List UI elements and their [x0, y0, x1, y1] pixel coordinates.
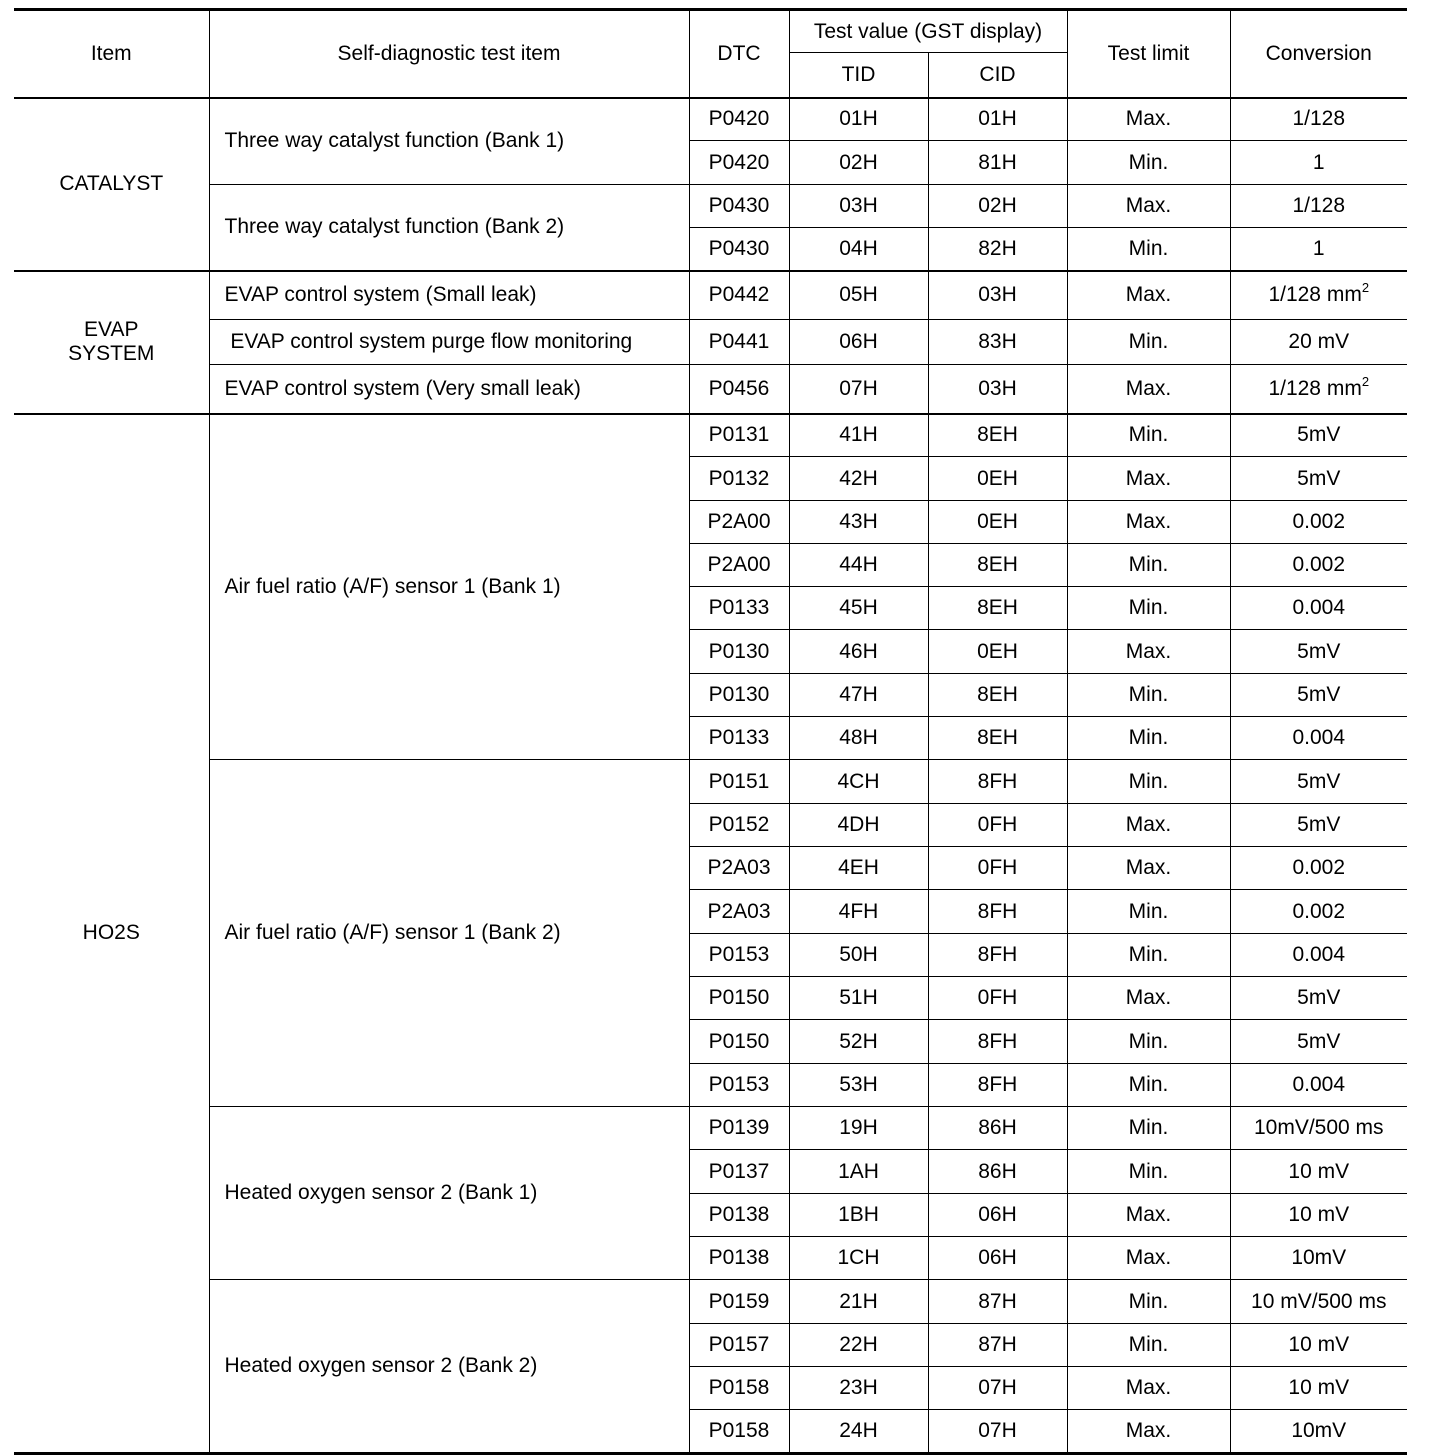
conversion-value: 0.002: [1292, 899, 1346, 923]
tid-cell: 51H: [789, 977, 928, 1020]
header-row-1: [14, 10, 1407, 53]
test-limit-cell: Min.: [1067, 228, 1230, 271]
table-row: [14, 320, 1407, 365]
test-limit-cell: Max.: [1067, 1410, 1230, 1454]
cid-cell: 06H: [928, 1194, 1067, 1237]
test-limit-cell: Max.: [1067, 185, 1230, 228]
conversion-value: 10 mV: [1288, 1333, 1350, 1356]
conversion-cell: [1230, 587, 1407, 630]
test-limit-cell: Min.: [1067, 890, 1230, 934]
cid-cell: 8EH: [928, 674, 1067, 717]
conversion-cell: [1230, 457, 1407, 501]
test-limit-cell: Max.: [1067, 98, 1230, 141]
dtc-cell: P0153: [689, 1064, 789, 1107]
cid-cell: 07H: [928, 1410, 1067, 1454]
cid-cell: 86H: [928, 1150, 1067, 1194]
conversion-value: 5mV: [1297, 683, 1341, 706]
conversion-cell: [1230, 185, 1407, 228]
dtc-cell: P0420: [689, 141, 789, 185]
group-item-line: CATALYST: [59, 172, 164, 195]
tid-cell: 47H: [789, 674, 928, 717]
cid-cell: 07H: [928, 1367, 1067, 1410]
group-item: [14, 414, 209, 1454]
test-limit-cell: Min.: [1067, 1280, 1230, 1324]
test-limit-cell: Min.: [1067, 1064, 1230, 1107]
test-limit-cell: Min.: [1067, 1150, 1230, 1194]
test-limit-cell: Min.: [1067, 934, 1230, 977]
header-test-limit: Test limit: [1067, 10, 1230, 98]
dtc-cell: P2A00: [689, 501, 789, 544]
tid-cell: 50H: [789, 934, 928, 977]
cid-cell: 8FH: [928, 1064, 1067, 1107]
conversion-superscript: 2: [1361, 373, 1370, 389]
test-item-label: Three way catalyst function (Bank 1): [209, 98, 689, 185]
table-row: [14, 414, 1407, 457]
test-value-table: [14, 8, 1407, 1455]
group-item: [14, 271, 209, 414]
conversion-value: 10mV: [1291, 1246, 1347, 1269]
cid-cell: 87H: [928, 1324, 1067, 1367]
tid-cell: 43H: [789, 501, 928, 544]
cid-cell: 8FH: [928, 760, 1067, 804]
dtc-cell: P0133: [689, 587, 789, 630]
test-limit-cell: Min.: [1067, 544, 1230, 587]
conversion-value: 10 mV: [1288, 1159, 1350, 1183]
test-item-label: Heated oxygen sensor 2 (Bank 2): [209, 1280, 689, 1454]
test-limit-cell: Max.: [1067, 1367, 1230, 1410]
conversion-value: 0.002: [1292, 553, 1346, 576]
conversion-cell: [1230, 228, 1407, 271]
test-item-label: Air fuel ratio (A/F) sensor 1 (Bank 2): [209, 760, 689, 1107]
tid-cell: 4EH: [789, 847, 928, 890]
conversion-cell: [1230, 1367, 1407, 1410]
table-row: [14, 365, 1407, 414]
conversion-cell: [1230, 271, 1407, 320]
cid-cell: 0FH: [928, 804, 1067, 847]
cid-cell: 81H: [928, 141, 1067, 185]
dtc-cell: P0430: [689, 228, 789, 271]
conversion-value: 10mV: [1291, 1419, 1347, 1442]
conversion-value: 1/128 mm: [1268, 283, 1362, 307]
conversion-cell: [1230, 1324, 1407, 1367]
conversion-cell: [1230, 98, 1407, 141]
test-limit-cell: Max.: [1067, 1237, 1230, 1280]
cid-cell: 0EH: [928, 630, 1067, 674]
cid-cell: 8FH: [928, 934, 1067, 977]
tid-cell: 21H: [789, 1280, 928, 1324]
test-item-label: Three way catalyst function (Bank 2): [209, 185, 689, 271]
conversion-value: 0.002: [1292, 510, 1346, 533]
conversion-cell: [1230, 320, 1407, 365]
header-conversion: Conversion: [1230, 10, 1407, 98]
conversion-cell: [1230, 1280, 1407, 1324]
table-row: [14, 1280, 1407, 1324]
conversion-cell: [1230, 501, 1407, 544]
group-item-line: EVAP: [84, 318, 139, 341]
conversion-cell: [1230, 804, 1407, 847]
tid-cell: 1CH: [789, 1237, 928, 1280]
conversion-cell: [1230, 1064, 1407, 1107]
table-row: [14, 271, 1407, 320]
cid-cell: 82H: [928, 228, 1067, 271]
conversion-cell: [1230, 141, 1407, 185]
conversion-value: 10 mV: [1288, 1376, 1350, 1399]
test-limit-cell: Max.: [1067, 804, 1230, 847]
cid-cell: 0FH: [928, 977, 1067, 1020]
tid-cell: 42H: [789, 457, 928, 501]
tid-cell: 22H: [789, 1324, 928, 1367]
test-limit-cell: Min.: [1067, 674, 1230, 717]
test-limit-cell: Min.: [1067, 141, 1230, 185]
cid-cell: 87H: [928, 1280, 1067, 1324]
conversion-cell: [1230, 365, 1407, 414]
cid-cell: 02H: [928, 185, 1067, 228]
cid-cell: 01H: [928, 98, 1067, 141]
cid-cell: 86H: [928, 1107, 1067, 1150]
tid-cell: 52H: [789, 1020, 928, 1064]
conversion-value: 5mV: [1297, 769, 1341, 793]
test-limit-cell: Min.: [1067, 760, 1230, 804]
tid-cell: 45H: [789, 587, 928, 630]
dtc-cell: P0158: [689, 1410, 789, 1454]
conversion-cell: [1230, 1237, 1407, 1280]
conversion-value: 0.004: [1292, 726, 1346, 749]
conversion-cell: [1230, 1107, 1407, 1150]
cid-cell: 8EH: [928, 414, 1067, 457]
conversion-value: 0.002: [1292, 856, 1346, 879]
dtc-cell: P0139: [689, 1107, 789, 1150]
header-cid: CID: [928, 53, 1067, 98]
tid-cell: 46H: [789, 630, 928, 674]
conversion-cell: [1230, 717, 1407, 760]
test-item-label: Air fuel ratio (A/F) sensor 1 (Bank 1): [209, 414, 689, 760]
conversion-value: 5mV: [1297, 423, 1341, 447]
tid-cell: 06H: [789, 320, 928, 365]
table-body: [14, 98, 1407, 1454]
tid-cell: 05H: [789, 271, 928, 320]
dtc-cell: P0150: [689, 977, 789, 1020]
tid-cell: 4FH: [789, 890, 928, 934]
test-limit-cell: Min.: [1067, 1324, 1230, 1367]
cid-cell: 0EH: [928, 457, 1067, 501]
cid-cell: 0FH: [928, 847, 1067, 890]
tid-cell: 24H: [789, 1410, 928, 1454]
conversion-cell: [1230, 760, 1407, 804]
dtc-cell: P0442: [689, 271, 789, 320]
dtc-cell: P2A03: [689, 890, 789, 934]
dtc-cell: P0152: [689, 804, 789, 847]
cid-cell: 8EH: [928, 544, 1067, 587]
tid-cell: 41H: [789, 414, 928, 457]
conversion-cell: [1230, 630, 1407, 674]
test-limit-cell: Min.: [1067, 717, 1230, 760]
dtc-cell: P0153: [689, 934, 789, 977]
test-item-label: EVAP control system purge flow monitoring: [209, 320, 689, 365]
dtc-cell: P0138: [689, 1237, 789, 1280]
dtc-cell: P0137: [689, 1150, 789, 1194]
conversion-value: 1/128: [1292, 107, 1346, 131]
test-limit-cell: Max.: [1067, 365, 1230, 414]
header-item: Item: [14, 10, 209, 98]
cid-cell: 8EH: [928, 587, 1067, 630]
conversion-cell: [1230, 977, 1407, 1020]
conversion-cell: [1230, 544, 1407, 587]
conversion-value: 10 mV: [1288, 1203, 1350, 1226]
dtc-cell: P0151: [689, 760, 789, 804]
header-dtc: DTC: [689, 10, 789, 98]
test-item-label: Heated oxygen sensor 2 (Bank 1): [209, 1107, 689, 1280]
conversion-cell: [1230, 1194, 1407, 1237]
test-limit-cell: Min.: [1067, 1107, 1230, 1150]
conversion-cell: [1230, 890, 1407, 934]
conversion-cell: [1230, 674, 1407, 717]
conversion-value: 5mV: [1297, 813, 1341, 836]
tid-cell: 19H: [789, 1107, 928, 1150]
tid-cell: 03H: [789, 185, 928, 228]
conversion-value: 0.004: [1292, 1073, 1346, 1096]
test-limit-cell: Min.: [1067, 1020, 1230, 1064]
tid-cell: 1BH: [789, 1194, 928, 1237]
dtc-cell: P0158: [689, 1367, 789, 1410]
group-item-line: HO2S: [82, 921, 140, 945]
conversion-value: 5mV: [1297, 466, 1341, 490]
tid-cell: 01H: [789, 98, 928, 141]
conversion-value: 5mV: [1297, 639, 1341, 663]
cid-cell: 8EH: [928, 717, 1067, 760]
cid-cell: 0EH: [928, 501, 1067, 544]
test-limit-cell: Min.: [1067, 587, 1230, 630]
conversion-value: 0.004: [1292, 943, 1346, 966]
tid-cell: 44H: [789, 544, 928, 587]
test-limit-cell: Max.: [1067, 1194, 1230, 1237]
group-item-line: SYSTEM: [68, 342, 155, 365]
conversion-value: 1/128 mm: [1268, 376, 1362, 400]
conversion-value: 5mV: [1297, 1029, 1341, 1053]
conversion-value: 1/128: [1292, 194, 1346, 217]
cid-cell: 8FH: [928, 890, 1067, 934]
dtc-cell: P0133: [689, 717, 789, 760]
dtc-cell: P0132: [689, 457, 789, 501]
dtc-cell: P0420: [689, 98, 789, 141]
test-limit-cell: Min.: [1067, 414, 1230, 457]
conversion-superscript: 2: [1361, 280, 1370, 296]
test-limit-cell: Min.: [1067, 320, 1230, 365]
dtc-cell: P0130: [689, 674, 789, 717]
header-self-test: Self-diagnostic test item: [209, 10, 689, 98]
conversion-value: 1: [1312, 236, 1325, 260]
test-limit-cell: Max.: [1067, 457, 1230, 501]
dtc-cell: P0159: [689, 1280, 789, 1324]
conversion-value: 0.004: [1292, 596, 1346, 619]
dtc-cell: P0157: [689, 1324, 789, 1367]
cid-cell: 83H: [928, 320, 1067, 365]
dtc-cell: P0150: [689, 1020, 789, 1064]
cid-cell: 03H: [928, 365, 1067, 414]
dtc-cell: P0430: [689, 185, 789, 228]
cid-cell: 8FH: [928, 1020, 1067, 1064]
test-limit-cell: Max.: [1067, 501, 1230, 544]
conversion-value: 10 mV/500 ms: [1251, 1289, 1387, 1313]
tid-cell: 07H: [789, 365, 928, 414]
conversion-value: 10mV/500 ms: [1253, 1116, 1384, 1139]
test-limit-cell: Max.: [1067, 630, 1230, 674]
conversion-cell: [1230, 414, 1407, 457]
conversion-value: 5mV: [1297, 986, 1341, 1009]
dtc-cell: P2A03: [689, 847, 789, 890]
tid-cell: 4DH: [789, 804, 928, 847]
test-limit-cell: Max.: [1067, 977, 1230, 1020]
dtc-cell: P0131: [689, 414, 789, 457]
table-row: [14, 1107, 1407, 1150]
header-tid: TID: [789, 53, 928, 98]
conversion-cell: [1230, 1150, 1407, 1194]
tid-cell: 23H: [789, 1367, 928, 1410]
group-item: [14, 98, 209, 271]
tid-cell: 02H: [789, 141, 928, 185]
test-limit-cell: Max.: [1067, 271, 1230, 320]
header-test-value: Test value (GST display): [789, 10, 1067, 53]
cid-cell: 03H: [928, 271, 1067, 320]
tid-cell: 4CH: [789, 760, 928, 804]
dtc-cell: P0456: [689, 365, 789, 414]
table-row: [14, 185, 1407, 228]
tid-cell: 48H: [789, 717, 928, 760]
conversion-cell: [1230, 934, 1407, 977]
cid-cell: 06H: [928, 1237, 1067, 1280]
tid-cell: 53H: [789, 1064, 928, 1107]
test-item-label: EVAP control system (Very small leak): [209, 365, 689, 414]
table-row: [14, 760, 1407, 804]
tid-cell: 1AH: [789, 1150, 928, 1194]
conversion-value: 20 mV: [1288, 330, 1350, 353]
conversion-cell: [1230, 1410, 1407, 1454]
dtc-cell: P0441: [689, 320, 789, 365]
dtc-cell: P0130: [689, 630, 789, 674]
conversion-cell: [1230, 1020, 1407, 1064]
conversion-value: 1: [1312, 150, 1325, 174]
dtc-cell: P0138: [689, 1194, 789, 1237]
table-row: [14, 98, 1407, 141]
test-limit-cell: Max.: [1067, 847, 1230, 890]
tid-cell: 04H: [789, 228, 928, 271]
dtc-cell: P2A00: [689, 544, 789, 587]
conversion-cell: [1230, 847, 1407, 890]
test-item-label: EVAP control system (Small leak): [209, 271, 689, 320]
